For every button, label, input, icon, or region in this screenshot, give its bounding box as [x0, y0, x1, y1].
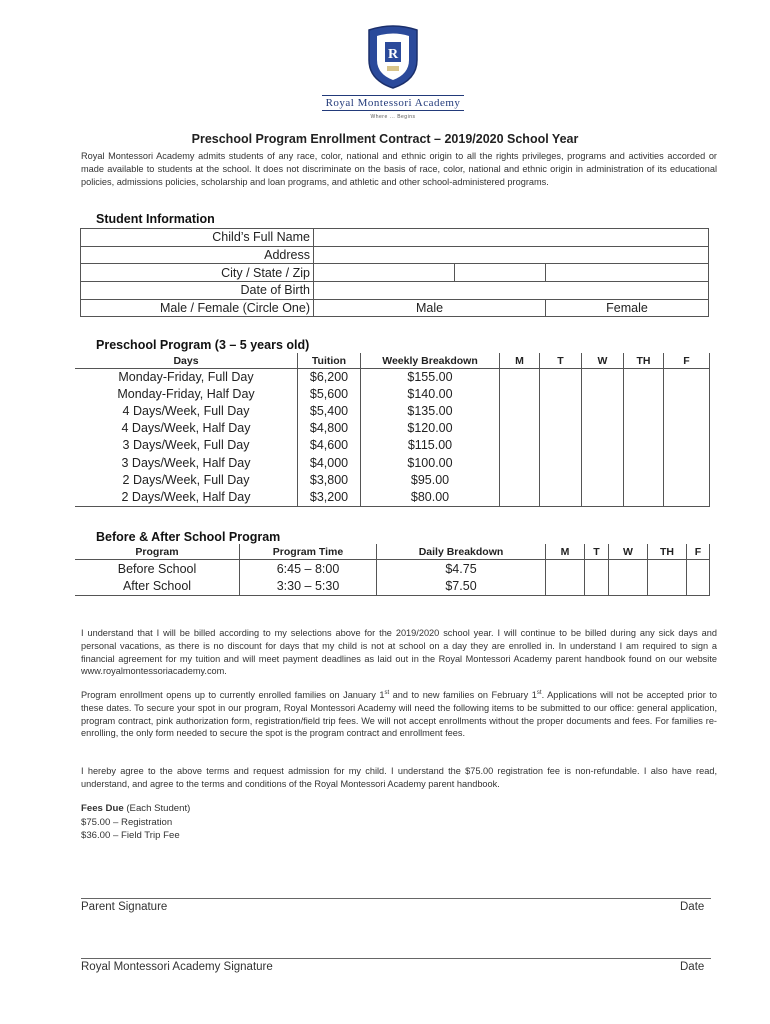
breakdown-cell: $100.00 — [361, 454, 500, 471]
tuesday-header: T — [540, 353, 582, 369]
city-state-zip-label: City / State / Zip — [81, 264, 314, 282]
day-select-cell[interactable] — [664, 472, 710, 489]
table-row — [75, 403, 710, 420]
table-row — [75, 560, 710, 578]
day-select-cell[interactable] — [500, 369, 540, 387]
breakdown-cell: $140.00 — [361, 386, 500, 403]
price-cell: 6:45 – 8:00 — [240, 560, 377, 578]
fees-due-label: Fees Due — [81, 803, 124, 814]
day-select-cell[interactable] — [582, 386, 624, 403]
table-row — [75, 437, 710, 454]
breakdown-cell: $135.00 — [361, 403, 500, 420]
day-select-cell[interactable] — [500, 386, 540, 403]
friday-header: F — [687, 544, 710, 560]
day-select-cell[interactable] — [664, 420, 710, 437]
day-select-cell[interactable] — [624, 420, 664, 437]
table-row — [75, 386, 710, 403]
table-row — [75, 578, 710, 596]
day-select-cell[interactable] — [546, 560, 585, 578]
day-select-cell[interactable] — [609, 578, 648, 596]
female-option[interactable]: Female — [546, 299, 709, 317]
program-name-cell: 2 Days/Week, Full Day — [122, 472, 250, 487]
fees-due-note: (Each Student) — [126, 803, 191, 814]
day-select-cell[interactable] — [582, 369, 624, 387]
table-row — [81, 282, 709, 300]
tuition-header: Tuition — [298, 353, 361, 369]
program-name-cell: Monday-Friday, Full Day — [118, 370, 254, 385]
day-select-cell[interactable] — [582, 437, 624, 454]
billing-paragraph: I understand that I will be billed according to my selections above for the 2019/2020 school year. I will continue to be billed during any sick days and personal vacations, as there is no discount for days that my child is not at school on a day they are enrolled in. In understand I am required to sign a financial agreement for my tuition and will meet payment deadlines as laid out in the Royal Montessori Academy parent handbook found on our website www.royalmontessoriacademy.com. — [81, 628, 717, 677]
table-row — [81, 299, 709, 317]
day-select-cell[interactable] — [546, 578, 585, 596]
daily-breakdown-header: Daily Breakdown — [377, 544, 546, 560]
price-cell: $4,000 — [298, 454, 361, 471]
day-select-cell[interactable] — [585, 578, 609, 596]
breakdown-cell: $95.00 — [361, 472, 500, 489]
before-after-heading: Before & After School Program — [96, 530, 281, 544]
day-select-cell[interactable] — [664, 386, 710, 403]
school-signature-line[interactable] — [81, 958, 711, 959]
parent-signature-label: Parent Signature — [81, 901, 168, 913]
crest-icon — [363, 22, 423, 90]
friday-header: F — [664, 353, 710, 369]
day-select-cell[interactable] — [624, 454, 664, 471]
day-select-cell[interactable] — [624, 403, 664, 420]
breakdown-cell: $120.00 — [361, 420, 500, 437]
day-select-cell[interactable] — [664, 454, 710, 471]
city-field[interactable] — [314, 264, 455, 282]
program-header: Program — [75, 544, 240, 560]
price-cell: $3,800 — [298, 472, 361, 489]
day-select-cell[interactable] — [687, 578, 710, 596]
logo-subtitle: Where ... Begins — [370, 114, 416, 120]
table-row — [75, 472, 710, 489]
program-name-cell: Before School — [117, 561, 197, 576]
day-select-cell[interactable] — [664, 489, 710, 507]
day-select-cell[interactable] — [500, 472, 540, 489]
before-after-table — [75, 544, 710, 596]
day-select-cell[interactable] — [585, 560, 609, 578]
day-select-cell[interactable] — [540, 369, 582, 387]
address-field[interactable] — [314, 246, 709, 264]
day-select-cell[interactable] — [664, 369, 710, 387]
student-info-table — [80, 228, 709, 317]
day-select-cell[interactable] — [687, 560, 710, 578]
table-row — [75, 420, 710, 437]
table-row — [75, 454, 710, 471]
day-select-cell[interactable] — [624, 369, 664, 387]
price-cell: $4,800 — [298, 420, 361, 437]
day-select-cell[interactable] — [582, 489, 624, 507]
program-name-cell: After School — [75, 578, 240, 596]
weekly-breakdown-header: Weekly Breakdown — [361, 353, 500, 369]
day-select-cell[interactable] — [624, 437, 664, 454]
state-field[interactable] — [455, 264, 546, 282]
wednesday-header: W — [582, 353, 624, 369]
day-select-cell[interactable] — [500, 489, 540, 507]
registration-fee: $75.00 – Registration — [81, 816, 173, 828]
day-select-cell[interactable] — [540, 472, 582, 489]
day-select-cell[interactable] — [582, 472, 624, 489]
day-select-cell[interactable] — [540, 454, 582, 471]
monday-header: M — [500, 353, 540, 369]
field-trip-fee: $36.00 – Field Trip Fee — [81, 830, 180, 841]
day-select-cell[interactable] — [540, 386, 582, 403]
program-name-cell: 4 Days/Week, Full Day — [122, 404, 250, 419]
gender-label: Male / Female (Circle One) — [81, 299, 314, 317]
price-cell: $4,600 — [298, 437, 361, 454]
price-cell: $3,200 — [298, 489, 361, 507]
program-name-cell: 3 Days/Week, Half Day — [121, 455, 251, 470]
day-select-cell[interactable] — [500, 437, 540, 454]
parent-date-label: Date — [680, 901, 705, 913]
child-name-field[interactable] — [314, 229, 709, 247]
agreement-paragraph: I hereby agree to the above terms and request admission for my child. I understand the $75.00 registration fee is non-refundable. I also have read, understand, and agree to the terms and conditions of the Royal Montessori Academy parent handbook. — [81, 766, 717, 789]
price-cell: $6,200 — [298, 369, 361, 387]
day-select-cell[interactable] — [624, 386, 664, 403]
breakdown-cell: $7.50 — [377, 578, 546, 596]
program-name-cell: 2 Days/Week, Half Day — [75, 489, 298, 507]
child-name-label: Child’s Full Name — [81, 229, 314, 247]
thursday-header: TH — [648, 544, 687, 560]
monday-header: M — [546, 544, 585, 560]
date-of-birth-label: Date of Birth — [81, 282, 314, 300]
enrollment-paragraph: Program enrollment opens up to currently enrolled families on January 1st and to new families on February 1st. Applications will not be accepted prior to these dates. To secure your spot in our program, Royal Montessori Academy will need the following items to be submitted to our office: general application, program contract, pink authorization form, registration/field trip fees. We will not accept enrollments without the proper documents and fees. For families re-enrolling, the only form needed to secure the spot is the program contract and enrollment fees. — [81, 690, 717, 739]
tuesday-header: T — [585, 544, 609, 560]
day-select-cell[interactable] — [648, 560, 687, 578]
day-select-cell[interactable] — [664, 403, 710, 420]
male-option[interactable]: Male — [314, 299, 546, 317]
days-header: Days — [75, 353, 298, 369]
address-label: Address — [81, 246, 314, 264]
price-cell: $5,600 — [298, 386, 361, 403]
svg-text:R: R — [387, 47, 399, 62]
breakdown-cell: $4.75 — [377, 560, 546, 578]
program-name-cell: 3 Days/Week, Full Day — [122, 438, 250, 453]
day-select-cell[interactable] — [540, 403, 582, 420]
day-select-cell[interactable] — [540, 489, 582, 507]
school-signature-label: Royal Montessori Academy Signature — [81, 961, 273, 973]
school-date-label: Date — [680, 961, 705, 973]
day-select-cell[interactable] — [609, 560, 648, 578]
zip-field[interactable] — [546, 264, 709, 282]
breakdown-cell: $155.00 — [361, 369, 500, 387]
day-select-cell[interactable] — [664, 437, 710, 454]
day-select-cell[interactable] — [624, 472, 664, 489]
table-row — [81, 246, 709, 264]
document-title: Preschool Program Enrollment Contract – 2019/2020 School Year — [191, 132, 579, 146]
day-select-cell[interactable] — [648, 578, 687, 596]
fees-due — [81, 802, 190, 843]
wednesday-header: W — [609, 544, 648, 560]
table-row — [81, 229, 709, 247]
program-time-header: Program Time — [240, 544, 377, 560]
breakdown-cell: $115.00 — [361, 437, 500, 454]
date-of-birth-field[interactable] — [314, 282, 709, 300]
table-row — [81, 264, 709, 282]
logo-text: Royal Montessori Academy — [322, 95, 464, 111]
day-select-cell[interactable] — [500, 403, 540, 420]
day-select-cell[interactable] — [500, 420, 540, 437]
price-cell: $5,400 — [298, 403, 361, 420]
day-select-cell[interactable] — [582, 420, 624, 437]
program-name-cell: Monday-Friday, Half Day — [117, 387, 255, 402]
parent-signature-line[interactable] — [81, 898, 711, 899]
table-row — [75, 489, 710, 507]
day-select-cell[interactable] — [500, 454, 540, 471]
preschool-heading: Preschool Program (3 – 5 years old) — [96, 338, 310, 352]
school-logo — [322, 22, 464, 120]
thursday-header: TH — [624, 353, 664, 369]
preschool-table — [75, 353, 710, 507]
nondiscrimination-paragraph: Royal Montessori Academy admits students of any race, color, national and ethnic origin to all the rights privileges, programs and activities accorded or made available to students at the school. It does not discriminate on the basis of race, color, national and ethnic origin in administration of its educational policies, admissions policies, scholarship and loan programs, and athletic and other school-administered programs. — [81, 151, 717, 187]
table-header-row — [75, 353, 710, 369]
day-select-cell[interactable] — [540, 420, 582, 437]
breakdown-cell: $80.00 — [361, 489, 500, 507]
price-cell: 3:30 – 5:30 — [240, 578, 377, 596]
program-name-cell: 4 Days/Week, Half Day — [121, 421, 251, 436]
table-row — [75, 369, 710, 387]
day-select-cell[interactable] — [582, 403, 624, 420]
day-select-cell[interactable] — [540, 437, 582, 454]
day-select-cell[interactable] — [624, 489, 664, 507]
day-select-cell[interactable] — [582, 454, 624, 471]
student-info-heading: Student Information — [96, 212, 215, 226]
table-header-row — [75, 544, 710, 560]
